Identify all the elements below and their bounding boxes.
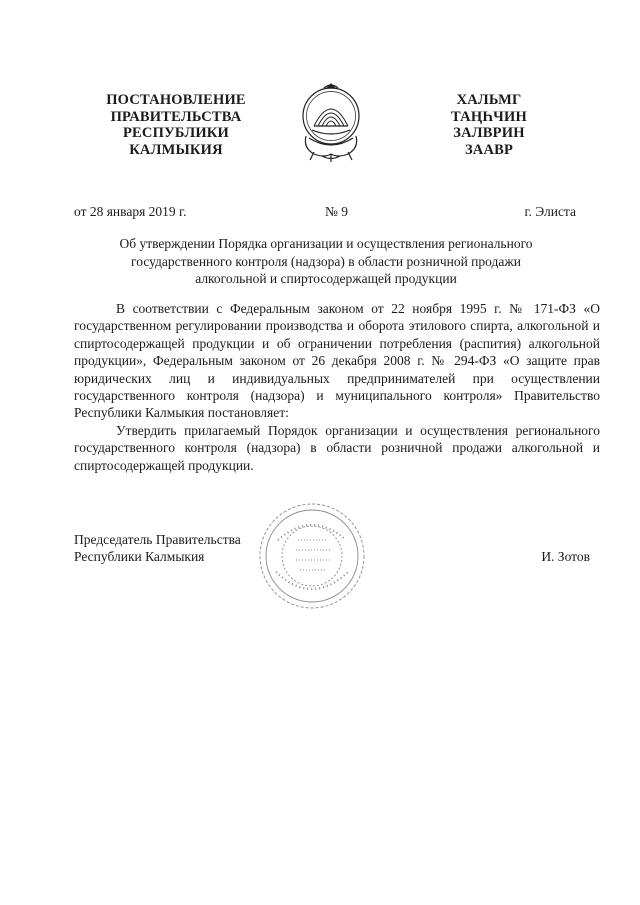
header-left-line: КАЛМЫКИЯ [129,141,223,158]
title-line: государственного контроля (надзора) в области розничной продажи [131,253,521,269]
header-right-line: ЗАЛВРИН [453,125,525,141]
coat-of-arms-emblem-icon [300,80,362,164]
document-body [74,300,600,474]
signatory-position [74,531,241,566]
header-left-line: ПОСТАНОВЛЕНИЕ [106,92,246,108]
document-title [96,235,556,288]
signatory-position-line: Республики Калмыкия [74,549,205,565]
decree-date: от 28 января 2019 г. [74,204,187,219]
signatory-position-line: Председатель Правительства [74,532,241,547]
header-right-line: ТАҢҺЧИН [451,108,527,125]
decree-number: № 9 [325,204,349,219]
header-left-line: ПРАВИТЕЛЬСТВА [110,108,242,125]
header-left-title [92,92,260,158]
header-right-title [430,92,548,158]
signatory-name: И. Зотов [541,549,590,565]
title-line: Об утверждении Порядка организации и осуществления регионального [119,236,533,251]
body-paragraph-preamble: В соответствии с Федеральным законом от 22 ноября 1995 г. № 171-ФЗ «О государственном регулировании производства и оборота этилового спирта, алкогольной и спиртосодержащей продукции и об ограничении потребления (распития) алкогольной продукции», Федеральным законом от 26 декабря 2008 г. № 294-ФЗ «О защите прав юридических лиц и индивидуальных предпринимателей при осуществлении государственного контроля (надзора) и муниципального контроля» Правительство Республики Калмыкия постановляет: [74,301,600,421]
body-paragraph-resolution: Утвердить прилагаемый Порядок организации и осуществления регионального государственного контроля (надзора) в области розничной продажи алкогольной и спиртосодержащей продукции. [74,422,600,473]
header-right-line: ХАЛЬМГ [456,92,522,108]
official-round-stamp-icon [256,500,368,612]
title-line: алкогольной и спиртосодержащей продукции [195,271,457,286]
header-left-line: РЕСПУБЛИКИ [122,125,230,141]
header-right-line: ЗААВР [464,141,514,158]
decree-city: г. Элиста [524,204,576,219]
